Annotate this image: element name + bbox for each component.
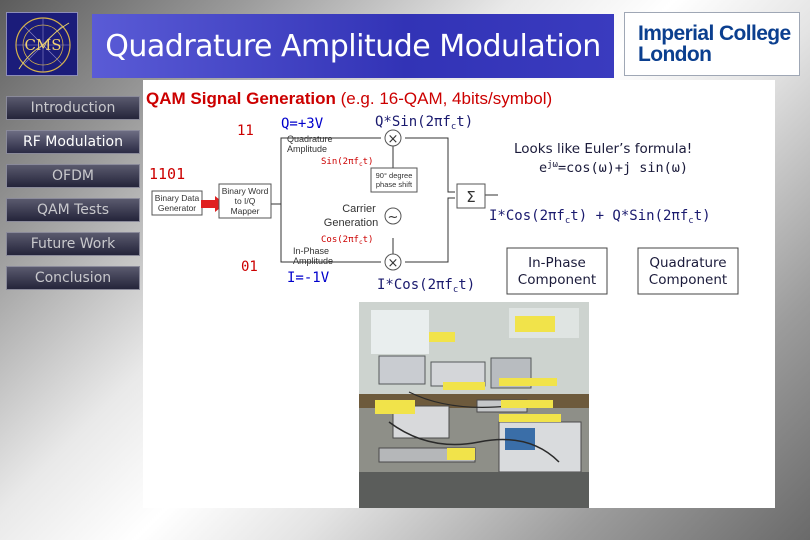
sidebar-item-label: OFDM [52,168,94,184]
multiplier-symbol: × [387,132,399,147]
sidebar-item-introduction[interactable] [6,96,140,120]
title-bar [92,14,614,78]
sum-signal-label: $I*Cos(2\pi f_ct) + Q*Sin(2\pi f_ct)$ [489,208,711,226]
lab-setup-photo [359,302,589,508]
block-label: Generator [157,203,197,213]
diagram-heading [146,89,552,108]
i-value-label: I=-1V [287,270,330,286]
sum-symbol: Σ [466,188,476,206]
q-value-label: Q=+3V [281,116,324,132]
block-label: Binary Data [154,193,200,203]
block-label: Generation [323,217,379,229]
diagram-heading-bold: QAM Signal Generation [146,89,336,108]
sidebar-item-ofdm[interactable] [6,164,140,188]
page-title: Quadrature Amplitude Modulation [105,28,601,64]
block-label: phase shift [375,180,413,189]
sidebar-item-conclusion[interactable] [6,266,140,290]
lab-setup-photo-graphic [359,302,589,508]
cms-logo [6,12,78,76]
diagram-heading-rest: (e.g. 16-QAM, 4bits/symbol) [335,89,553,108]
euler-note-line2: $e^{j\omega}=\cos(\omega)+j$ sin(ω) [539,160,689,176]
institution-logo [624,12,800,76]
sin-carrier-label: $Sin(2\pi f_ct)$ [321,157,374,168]
multiplier-symbol: × [387,256,399,271]
institution-name-line2: London [638,43,712,66]
cms-logo-graphic [7,13,78,76]
block-label: 90° degree [375,171,413,180]
sidebar-item-label: RF Modulation [23,134,123,150]
sidebar-item-qam-tests[interactable] [6,198,140,222]
sidebar-item-label: QAM Tests [37,202,109,218]
sidebar-item-label: Future Work [30,236,116,252]
euler-note-line1: Looks like Euler’s formula! [514,141,693,157]
block-label: Binary Word [221,186,269,196]
block-label: Amplitude [287,144,328,154]
block-label: to I/Q [234,196,256,206]
inphase-component-label: In-Phase [528,255,586,271]
block-label: Quadrature [287,134,333,144]
qam-diagram [143,80,775,302]
block-label: Mapper [230,206,260,216]
block-label: Carrier [342,203,376,215]
sidebar-item-rf-modulation[interactable] [6,130,140,154]
block-label: In-Phase [293,246,330,256]
bits-1101-label: 1101 [149,165,186,183]
inphase-component-label: Component [517,272,597,288]
bits-01-label: 01 [241,259,258,275]
oscillator-symbol: ~ [387,210,399,225]
bits-11-label: 11 [237,123,254,139]
institution-name-line1: Imperial College [638,22,791,45]
quadrature-component-label: Quadrature [649,255,727,271]
block-label: Amplitude [293,256,334,266]
sidebar-item-label: Conclusion [34,270,112,286]
i-signal-label: $I*Cos(2\pi f_ct)$ [377,277,476,295]
cos-carrier-label: $Cos(2\pi f_ct)$ [321,235,374,246]
logo-text: CMS [24,36,62,54]
sidebar-item-label: Introduction [30,100,116,116]
q-signal-label: $Q*Sin(2\pi f_ct)$ [375,114,474,132]
sidebar-item-future-work[interactable] [6,232,140,256]
quadrature-component-label: Component [648,272,728,288]
